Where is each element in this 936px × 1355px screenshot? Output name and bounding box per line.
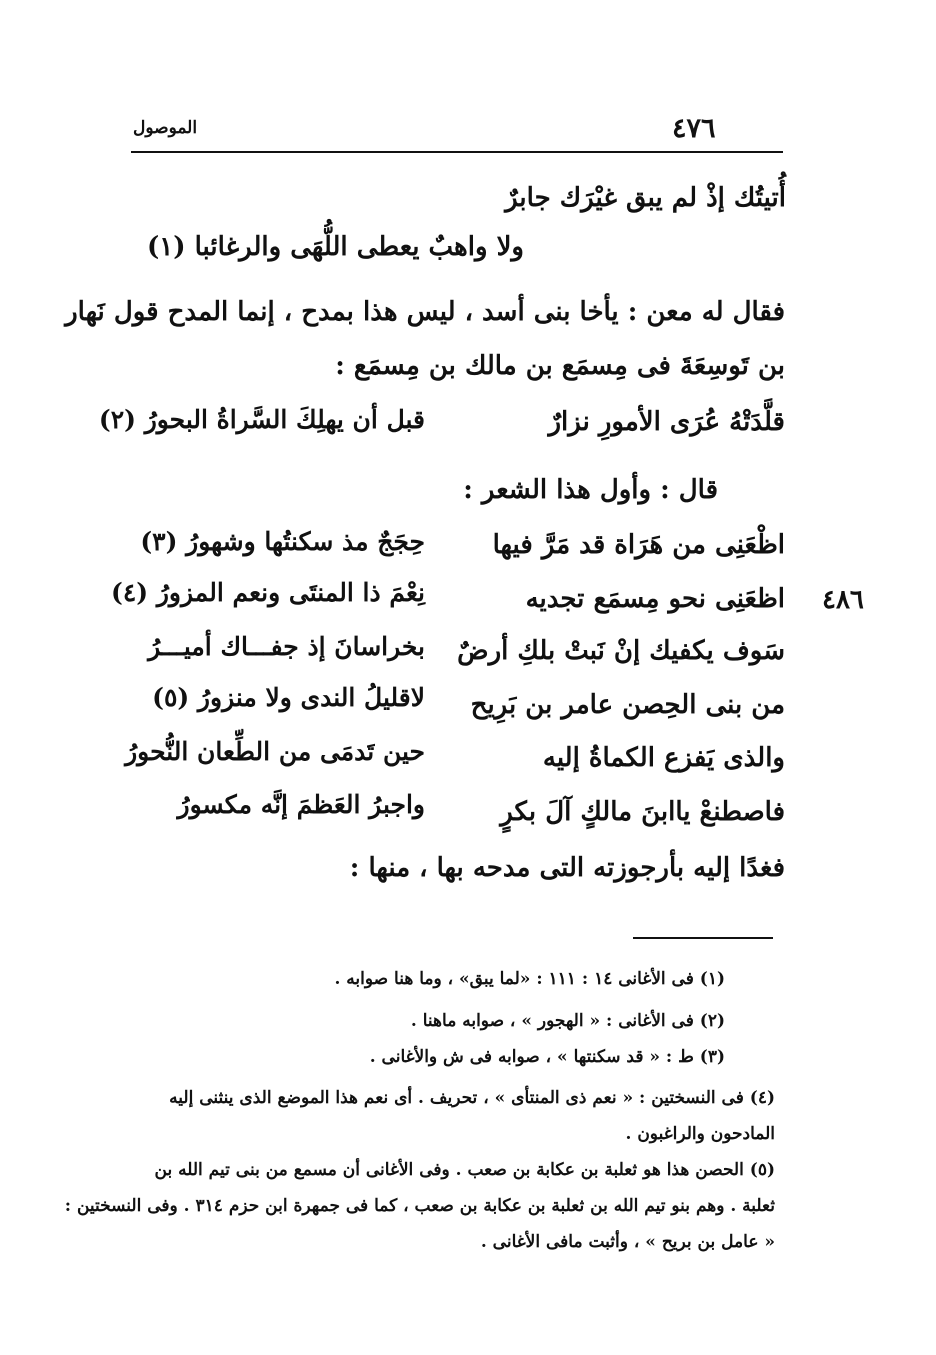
poem-line-5-left: حين تَدمَى من الطِّعان النُّحورُ xyxy=(125,737,425,766)
footnote-1: (١) فى الأغانى ١٤ : ١١١ : «لما يبق» ، وما هنا صوابه . xyxy=(334,969,725,989)
footnote-4-line2: المادحون والراغبون . xyxy=(625,1124,775,1144)
footnote-separator xyxy=(633,937,773,939)
paragraph1-line1: فقال له معن : يأخا بنى أسد ، ليس هذا بمدح ، إنما المدح قول نَهار xyxy=(65,297,785,327)
poem-intro: قال : وأول هذا الشعر : xyxy=(463,475,718,505)
footnote-5-line2: ثعلبة . وهم بنو تيم الله بن ثعلبة بن عكابة بن صعب ، كما فى جمهرة ابن حزم ٣١٤ . وفى النسختين : xyxy=(64,1196,775,1216)
header-rule xyxy=(131,151,783,153)
running-title: الموصول xyxy=(133,118,198,138)
page-number: ٤٧٦ xyxy=(672,113,716,144)
opening-verse-line1: أُتيتُك إذْ لم يبق غيْرَك جابرٌ xyxy=(505,183,786,213)
opening-verse-line2: ولا واهبٌ يعطى اللُّهَى والرغائبا (١) xyxy=(146,232,524,262)
poem-line-6-left: واجبرُ العَظمَ إنَّه مكسورُ xyxy=(177,790,425,819)
poem-line-1-left: حِجَجٌ مذ سكنتُها وشهورُ (٣) xyxy=(140,527,425,556)
footnote-3: (٣) ط : « قد سكنتها » ، صوابه فى ش والأغانى . xyxy=(369,1047,725,1067)
marginal-number: ٤٨٦ xyxy=(822,585,864,615)
paragraph1-line2: بن تَوسِعَةَ فى مِسمَع بن مالك بن مِسمَع : xyxy=(335,351,785,381)
poem-line-6-right: فاصطنعْ ياابنَ مالكٍ آلَ بكرٍ xyxy=(500,797,785,827)
poem-line-2-left: نِعْمَ ذا المنتَى ونعم المزورُ (٤) xyxy=(111,578,425,607)
poem-line-4-left: لاقليلُ الندى ولا منزورُ (٥) xyxy=(152,683,425,712)
poem-line-3-left: بخراسانَ إذ جفـــاك أميـــرُ xyxy=(148,632,425,661)
footnote-5-line3: « عامل بن بريح » ، وأثبت مافى الأغانى . xyxy=(480,1232,775,1252)
couplet1-left-hemistich: قبل أن يهلِكَ السَّراةُ البحورُ (٢) xyxy=(98,405,425,434)
poem-line-4-right: من بنى الحِصن عامر بن بَرِيح xyxy=(470,690,785,720)
footnote-2: (٢) فى الأغانى : « الهجور » ، صوابه ماهنا . xyxy=(410,1011,725,1031)
couplet1-right-hemistich: قلَّدَتْهُ عُرَى الأمورِ نزارٌ xyxy=(548,407,785,437)
poem-line-1-right: اظْعَنِى من هَرَاة قد مَرَّ فيها xyxy=(492,530,785,560)
poem-line-5-right: والذى يَفزع الكماةُ إليه xyxy=(542,743,785,773)
poem-line-3-right: سَوف يكفيك إنْ نَبتْ بلكِ أرضٌ xyxy=(457,636,785,666)
poem-line-2-right: اظعَنِى نحو مِسمَع تجديه xyxy=(525,584,785,614)
footnote-5-line1: (٥) الحصن هذا هو ثعلبة بن عكابة بن صعب . وفى الأغانى أن مسمع من بنى تيم الله بن xyxy=(154,1160,775,1180)
closing-line: فغدًا إليه بأرجوزته التى مدحه بها ، منها : xyxy=(349,853,785,883)
footnote-4-line1: (٤) فى النسختين : « نعم ذى المنتأى » ، تحريف . أى نعم هذا الموضع الذى ينثنى إليه xyxy=(169,1088,775,1108)
